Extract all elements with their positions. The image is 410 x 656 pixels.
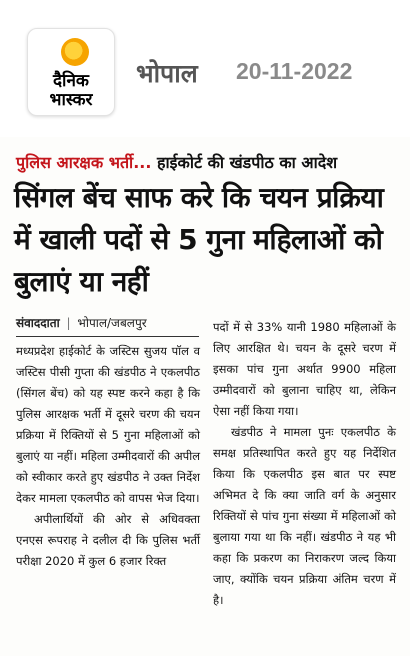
byline-author: संवाददाता <box>16 316 60 330</box>
article-headline: सिंगल बेंच साफ करे कि चयन प्रक्रिया में खाली पदों से 5 गुना महिलाओं को बुलाएं या नहीं <box>14 181 384 298</box>
byline-divider <box>16 336 199 337</box>
news-clipping <box>0 137 410 656</box>
dainik-bhaskar-logo[interactable] <box>27 28 115 116</box>
article-byline <box>16 314 147 331</box>
byline-place: भोपाल/जबलपुर <box>77 316 147 330</box>
sun-icon <box>61 38 89 66</box>
article-column-left <box>16 341 200 572</box>
body-paragraph: मध्यप्रदेश हाईकोर्ट के जस्टिस सुजय पॉल व जस्टिस पीसी गुप्ता की खंडपीठ ने एकलपीठ (सिंगल बेंच) को यह स्पष्ट करने कहा है कि पुलिस आरक्षक भर्ती में दूसरे चरण की चयन प्रक्रिया में रिक्तियों से 5 गुना महिलाओं को बुलाएं या नहीं। महिला उम्मीदवारों की अपील को स्वीकार करते हुए खंडपीठ ने उक्त निर्देश देकर मामला एकलपीठ को वापस भेज दिया। <box>16 344 200 505</box>
edition-city: भोपाल <box>136 59 198 88</box>
edition-date: 20-11-2022 <box>236 58 353 84</box>
body-paragraph: अपीलार्थियों की ओर से अधिवक्ता एनएस रूपराह ने दलील दी कि पुलिस भर्ती परीक्षा 2020 में कुल 6 हजार रिक्त <box>16 512 200 568</box>
article-kicker <box>16 151 337 173</box>
byline-separator: | <box>66 316 71 330</box>
logo-text-line1: दैनिक <box>53 71 89 91</box>
article-column-right <box>213 317 396 611</box>
logo-text-line2: भास्कर <box>49 90 93 110</box>
kicker-topic: पुलिस आरक्षक भर्ती... <box>16 153 152 172</box>
page-header <box>0 0 410 125</box>
kicker-subtopic: हाईकोर्ट की खंडपीठ का आदेश <box>157 153 338 172</box>
body-paragraph: पदों में से 33% यानी 1980 महिलाओं के लिए आरक्षित थे। चयन के दूसरे चरण में इसका पांच गुना अर्थात 9900 महिला उम्मीदवारों को बुलाना चाहिए था, लेकिन ऐसा नहीं किया गया। <box>213 320 396 418</box>
body-paragraph: खंडपीठ ने मामला पुनः एकलपीठ के समक्ष प्रतिस्थापित करते हुए यह निर्देशित किया कि एकलपीठ इस बात पर स्पष्ट अभिमत दे कि क्या जाति वर्ग के अनुसार रिक्तियों से पांच गुना संख्या में महिलाओं को बुलाया गया था कि नहीं। खंडपीठ ने यह भी कहा कि प्रकरण का निराकरण जल्द किया जाए, क्योंकि चयन प्रक्रिया अंतिम चरण में है। <box>213 425 396 607</box>
